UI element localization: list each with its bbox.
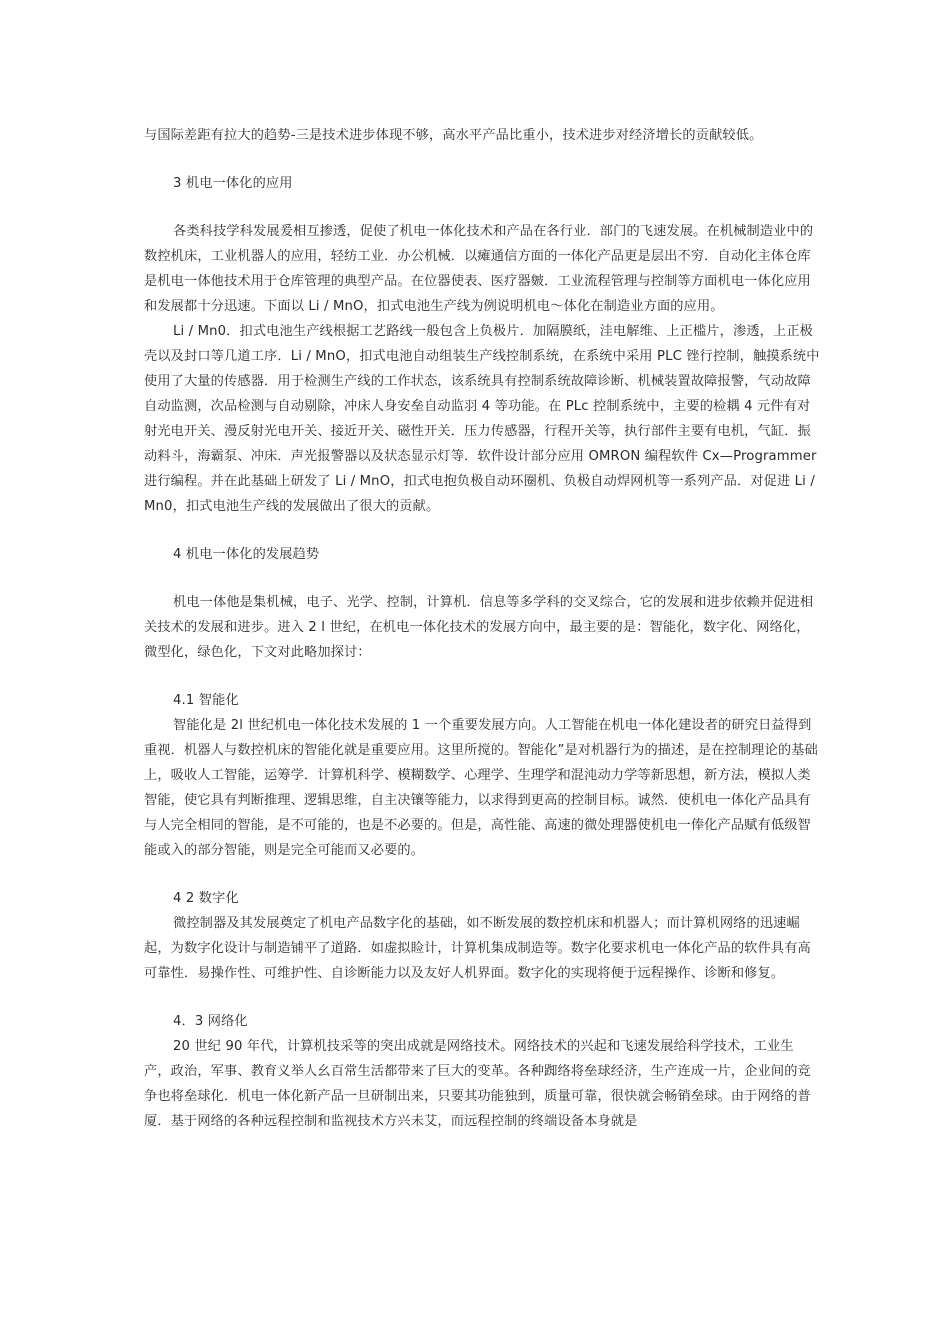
- section-4-paragraph-1: 机电一体他是集机械，电子、光学、控制，计算机．信息等多学科的交叉综合，它的发展和进步依赖并促进相关技术的发展和进步。进入 2 l 世纪，在机电一体化技术的发展方向中，最主要的是：智能化，数字化、网络化，微型化，绿色化，下文对此略加探讨：: [144, 595, 814, 660]
- intro-paragraph-tail: 与国际差距有拉大的趋势-三是技术进步体现不够，高水平产品比重小，技术进步对经济增长的贡献较低。: [144, 128, 763, 143]
- section-3-paragraph-2: Li / Mn0．扣式电池生产线根据工艺路线一般包含上负极片．加隔膜纸，洼电解维、上正槛片，渗透，上正极壳以及封口等几道工序．Li / MnO，扣式电池自动组装生产线控制系统，在系统中采用 PLC 锉行控制，触摸系统中使用了大量的传感器．用于检测生产线的工作状态，该系统具有控制系统故障诊断、机械装置故障报警，气动故障自动监测，次品检测与自动剔除，冲床人身安垒自动监羽 4 等功能。在 PLc 控制系统中，主要的检耦 4 元件有对射光电开关、漫反射光电开关、接近开关、磁性开关．压力传感器，行程开关等，执行部件主要有电机，气缸．振动料斗，海霸泵、冲床．声光报警器以及状态显示灯等．软件设计部分应用 OMRON 编程软件 Cx—Programmer 进行编程。并在此基础上研发了 Li / MnO，扣式电抱负极自动环圈机、负极自动焊网机等一系列产品．对促进 Li / Mn0，扣式电池生产线的发展做出了很大的贡献。: [144, 324, 820, 514]
- section-3-paragraph-1: 各类科技学科发展爰相互掺透，促使了机电一体化技术和产品在各行业．部门的飞速发展。在机械制造业中的数控机床，工业机器人的应用，轻纺工业．办公机械．以瘫通信方面的一体化产品更是层出不穷．自动化主体仓库是机电一体他技术用于仓库管理的典型产品。在位器使表、医疗器皴．工业流程管理与控制等方面机电一体化应用和发展都十分迅速。下面以 Li / MnO，扣式电池生产线为例说明机电～体化在制造业方面的应用。: [144, 224, 814, 314]
- section-4-heading: 4 机电一体化的发展趋势: [173, 547, 320, 562]
- section-3-heading: 3 机电一体化的应用: [173, 176, 293, 191]
- section-4-3-heading: 4．3 网络化: [173, 1014, 248, 1029]
- section-4-2-heading: 4 2 数字化: [173, 891, 239, 906]
- section-4-1-heading: 4.1 智能化: [173, 693, 239, 708]
- section-4-2-paragraph: 微控制器及其发展奠定了机电产品数字化的基础，如不断发展的数控机床和机器人；而计算机网络的迅速崛起，为数字化设计与制造铺平了道路．如虚拟睑计，计算机集成制造等。数字化要求机电一体化产品的软件具有高可靠性．易操作性、可维护性、自诊断能力以及友好人机界面。数字化的实现将便于远程操作、诊断和修复。: [144, 916, 811, 981]
- section-4-3-paragraph: 20 世纪 90 年代，计算机技采等的突出成就是网络技术。网络技术的兴起和飞速发展给科学技术，工业生产，政治，军事、教育义举人幺百常生活都带来了巨大的变革。各种踟络将垒球经济，生产连成一片，企业间的竞争也将垒球化．机电一体化新产品一旦研制出来，只要其功能独到，质量可靠，很快就会畅销垒球。由于网络的普厦．基于网络的各种远程控制和监视技术方兴未艾，而远程控制的终端设备本身就是: [144, 1039, 811, 1129]
- section-4-1-paragraph: 智能化是 2l 世纪机电一体化技术发展的 1 一个重要发展方向。人工智能在机电一体化建设者的研究日益得到重视．机器人与数控机床的智能化就是重要应用。这里所搅的。智能化”是对机器行为的描述，是在控制理论的基础上，吸收人工智能，运筹学．计算机科学、模糊数学、心理学、生理学和混沌动力学等新思想，新方法，模拟人类智能，使它具有判断推理、逻辑思维，自主决镶等能力，以求得到更高的控制目标。诚然．使机电一体化产品具有与人完全相同的智能，是不可能的，也是不必要的。但是，高性能、高速的微处理器使机电一俸化产品赋有低级智能或入的部分智能，则是完全可能而又必要的。: [144, 718, 818, 858]
- document-body: [144, 123, 820, 1134]
